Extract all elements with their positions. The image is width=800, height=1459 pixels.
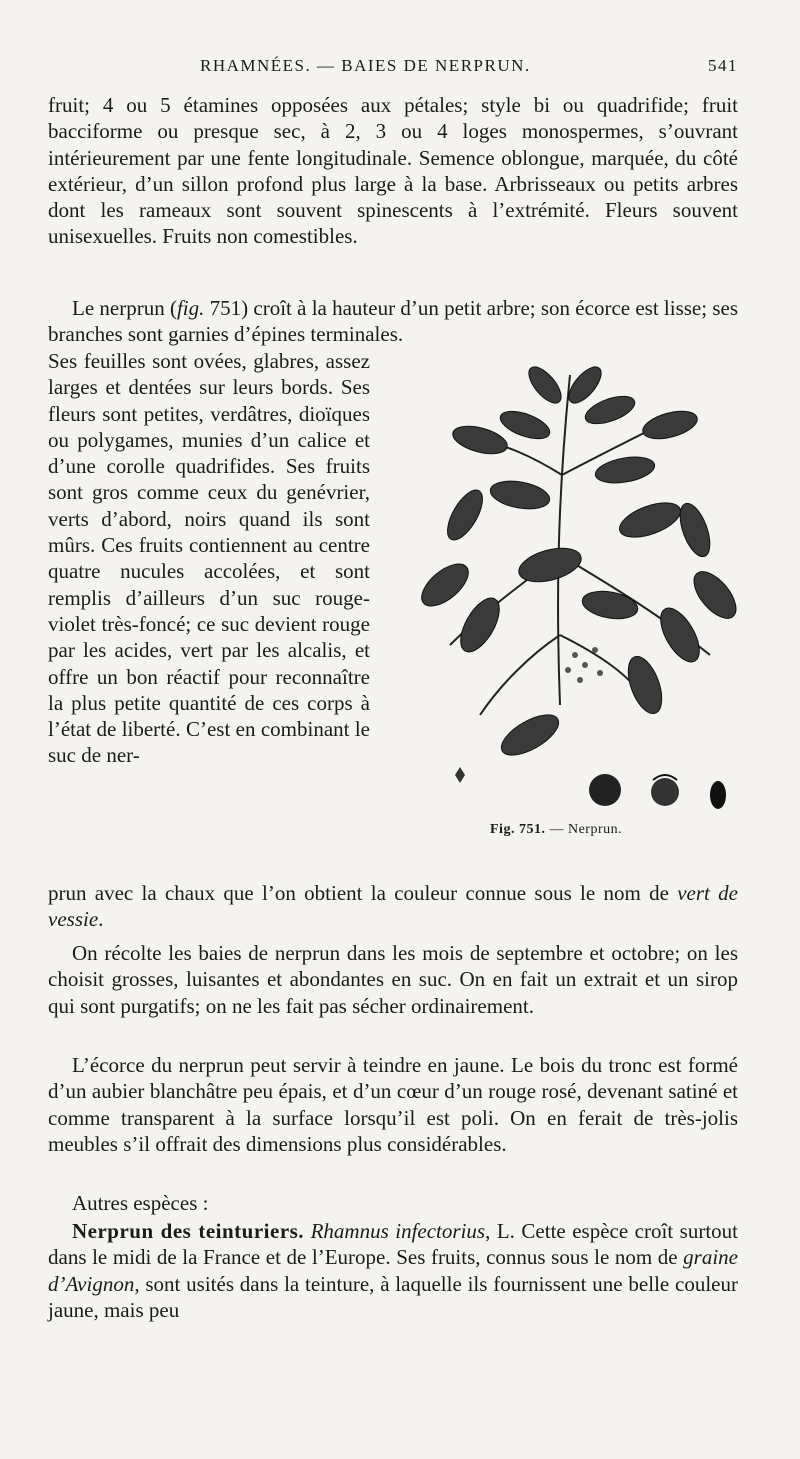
species-description-end: , sont usités dans la teinture, à laquelle ils fournissent une belle couleur jaune, mais peu [48,1271,738,1322]
paragraph-nerprun-wrapped-text: Ses feuilles sont ovées, glabres, assez larges et dentées sur leurs bords. Ses fleurs sont petites, verdâtres, dioïques ou polygames, munies d’un calice et d’une corolle quadrifides. Ses fruits sont gros comme ceux du genévrier, verts d’abord, noirs quand ils sont mûrs. Ces fruits contiennent au centre quatre nucules accolées, et sont remplis d’ailleurs d’un suc rouge-violet très-foncé; ce suc devient rouge par les acides, vert par les alcalis, et offre un bon réactif pour reconnaître la plus petite quantité de ces corps à l’état de liberté. C’est en combinant le suc de ner- [48,349,370,768]
latin-name: Rhamnus infectorius [310,1219,486,1243]
intro-continuation: 751) croît à la hauteur d’un petit arbre; son écorce est lisse; ses branches sont garnies d’épines terminales. [48,296,739,347]
chapter-title: RHAMNÉES. — BAIES DE NERPRUN. [200,56,531,75]
fig-reference: fig. [176,296,205,320]
paragraph-nerprun-tail [48,880,738,933]
intro-start: Le nerprun ( [72,296,177,320]
paragraph-other-species: Autres espèces : [72,1191,209,1215]
running-head [48,56,738,86]
paragraph-bark: L’écorce du nerprun peut servir à teindre en jaune. Le bois du tronc est formé d’un aubier blanchâtre peu épais, et d’un cœur d’un rouge rosé, devenant satiné et comme transparent à la surface lorsqu’il est poli. On en ferait de très-jolis meubles s’il offrait des dimensions plus considérables. [48,1053,738,1156]
buckthorn-branch-drawing [410,355,750,825]
vert-de-vessie: vert de vessie [48,881,738,932]
graine-davignon: graine d’Avignon [48,1245,738,1296]
tail-start: prun avec la chaux que l’on obtient la couleur connue sous le nom de [48,881,678,905]
paragraph-harvest: On récolte les baies de nerprun dans les mois de septembre et octobre; on les choisit grosses, luisantes et abondantes en suc. On en fait un extrait et un sirop qui sont purgatifs; on ne les fait pas sécher ordinairement. [48,941,738,1018]
species-name: Nerprun des teinturiers. [72,1219,305,1243]
page-number: 541 [708,56,738,75]
paragraph-nerprun-teinturiers [48,1218,738,1323]
tail-end: . [98,907,104,932]
figure-caption [490,822,622,838]
paragraph-flower-description: fruit; 4 ou 5 étamines opposées aux pétales; style bi ou quadrifide; fruit bacciforme ou presque sec, à 2, 3 ou 4 loges monospermes, s’ouvrant intérieurement par une fente longitudinale. Semence oblongue, marquée, du côté extérieur, d’un sillon profond plus large à la base. Arbrisseaux ou petits arbres dont les rameaux sont souvent spinescents à l’extrémité. Fleurs souvent unisexuelles. Fruits non comestibles. [48,93,738,249]
paragraph-nerprun-intro [48,295,738,348]
species-description: , L. Cette espèce croît surtout dans le midi de la France et de l’Europe. Ses fruits, connus sous le nom de [48,1219,739,1270]
figure-number: Fig. 751. [490,822,546,837]
figure-title: — Nerprun. [545,822,623,837]
nerprun-illustration [410,355,750,825]
